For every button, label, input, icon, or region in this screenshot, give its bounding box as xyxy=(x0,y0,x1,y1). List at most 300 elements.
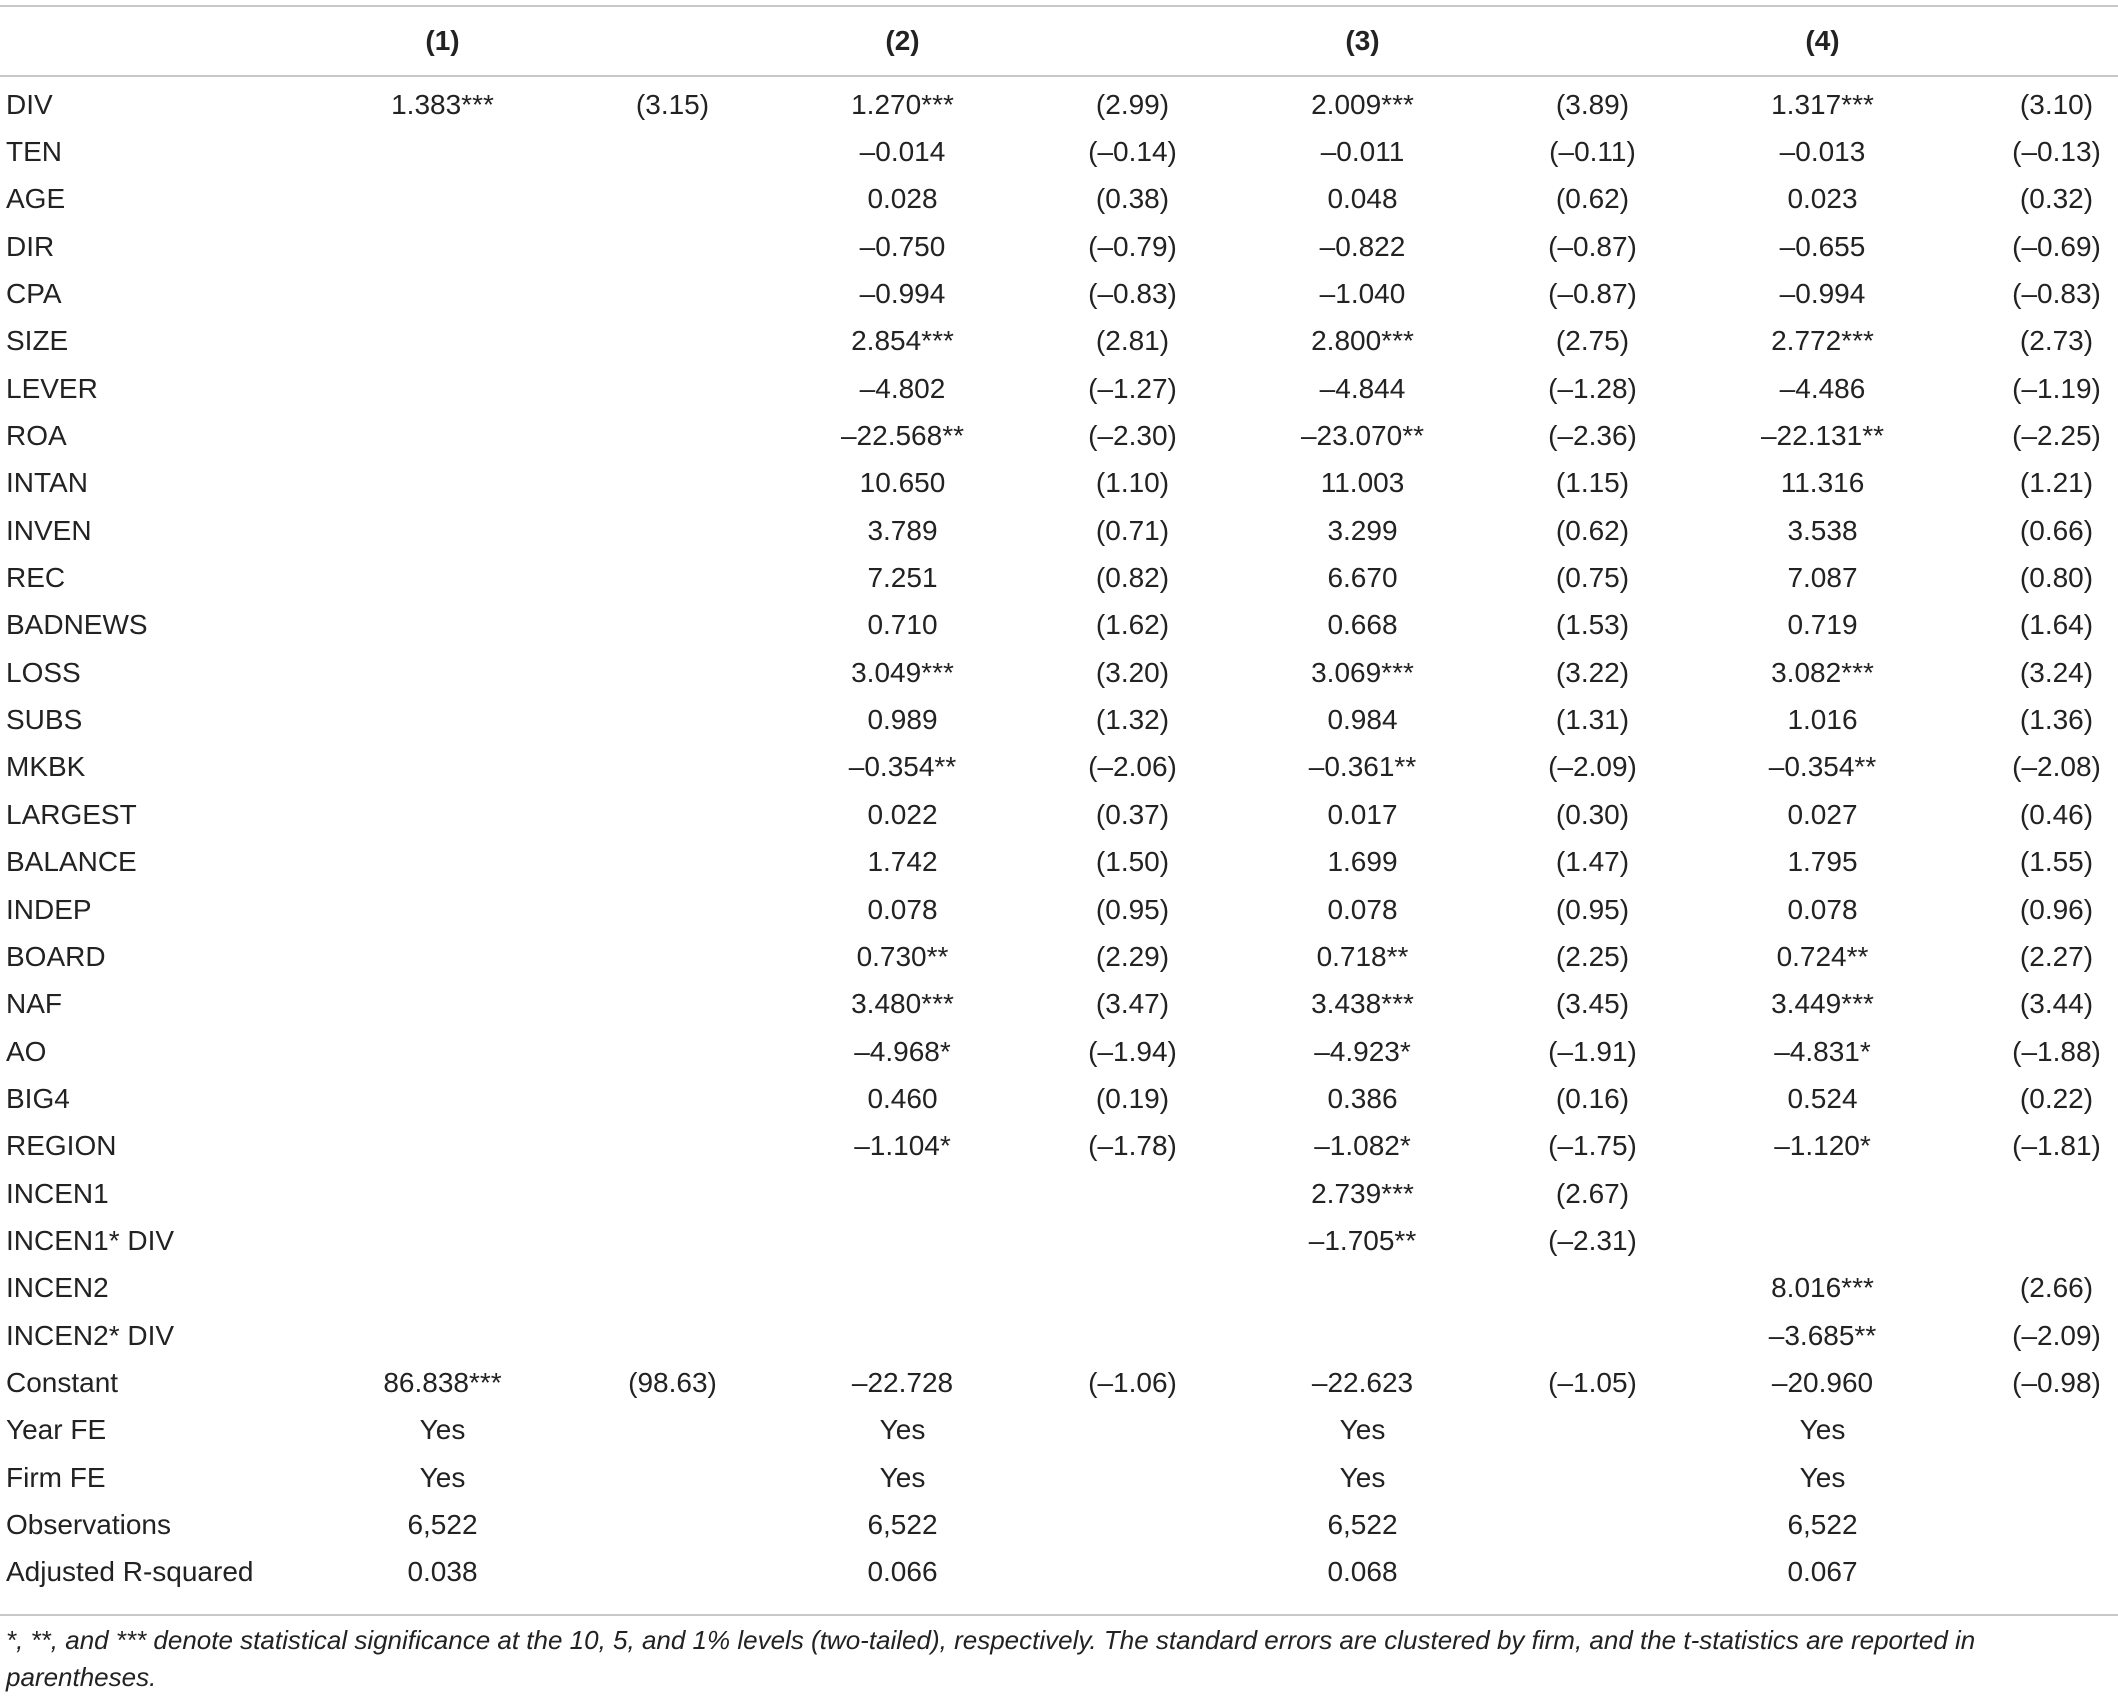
t-statistic-cell xyxy=(615,981,730,1028)
coefficient-cell: –0.013 xyxy=(1779,136,1866,168)
row-variable-label: LOSS xyxy=(6,656,81,688)
t-statistic-cell xyxy=(615,1549,730,1596)
t-statistic-cell xyxy=(615,1123,730,1170)
t-statistic-cell: (–2.36) xyxy=(1548,420,1637,452)
coefficient-cell: 0.460 xyxy=(867,1082,938,1114)
coefficient-cell xyxy=(270,886,615,933)
coefficient-cell: 1.270*** xyxy=(851,88,954,120)
t-statistic-cell xyxy=(1075,1217,1190,1264)
coefficient-cell: 6.670 xyxy=(1327,562,1398,594)
coefficient-cell: Yes xyxy=(1339,1461,1386,1493)
t-statistic-cell: (0.38) xyxy=(1095,183,1170,215)
coefficient-cell: –0.822 xyxy=(1319,230,1406,262)
t-statistic-cell xyxy=(615,1501,730,1548)
t-statistic-cell xyxy=(615,507,730,554)
t-statistic-cell: (98.63) xyxy=(628,1366,717,1398)
t-statistic-cell: (3.15) xyxy=(635,88,710,120)
coefficient-cell xyxy=(730,1312,1075,1359)
t-statistic-cell: (2.75) xyxy=(1555,325,1630,357)
t-statistic-cell: (–2.09) xyxy=(2012,1319,2101,1351)
t-statistic-cell: (–0.83) xyxy=(1088,278,1177,310)
t-statistic-cell xyxy=(1075,1265,1190,1312)
t-statistic-cell xyxy=(1995,1407,2118,1454)
coefficient-cell xyxy=(270,128,615,175)
coefficient-cell: –4.923* xyxy=(1314,1035,1411,1067)
coefficient-cell: 0.730** xyxy=(856,940,949,972)
coefficient-cell: –1.120* xyxy=(1774,1130,1871,1162)
coefficient-cell xyxy=(1190,1312,1535,1359)
coefficient-cell: 0.017 xyxy=(1327,798,1398,830)
coefficient-cell xyxy=(270,981,615,1028)
header-tstat-2 xyxy=(1075,7,1190,75)
coefficient-cell: –22.728 xyxy=(851,1366,954,1398)
coefficient-cell: –20.960 xyxy=(1771,1366,1874,1398)
t-statistic-cell: (2.27) xyxy=(2019,940,2094,972)
t-statistic-cell xyxy=(1995,1170,2118,1217)
coefficient-cell: –3.685** xyxy=(1768,1319,1877,1351)
coefficient-cell: –1.040 xyxy=(1319,278,1406,310)
row-variable-label: INDEP xyxy=(6,893,92,925)
t-statistic-cell xyxy=(615,1217,730,1264)
row-variable-label: CPA xyxy=(6,278,62,310)
t-statistic-cell: (–1.78) xyxy=(1088,1130,1177,1162)
coefficient-cell xyxy=(270,270,615,317)
coefficient-cell: 0.078 xyxy=(1327,893,1398,925)
table-row xyxy=(0,176,2118,223)
t-statistic-cell xyxy=(615,128,730,175)
coefficient-cell: Yes xyxy=(879,1414,926,1446)
coefficient-cell: 1.742 xyxy=(867,846,938,878)
coefficient-cell: 3.538 xyxy=(1787,514,1858,546)
t-statistic-cell: (–2.09) xyxy=(1548,751,1637,783)
coefficient-cell xyxy=(270,649,615,696)
t-statistic-cell: (1.64) xyxy=(2019,609,2094,641)
t-statistic-cell xyxy=(1075,1170,1190,1217)
header-column-3: (3) xyxy=(1345,25,1380,56)
coefficient-cell: 10.650 xyxy=(859,467,946,499)
table-row xyxy=(0,602,2118,649)
t-statistic-cell: (1.62) xyxy=(1095,609,1170,641)
t-statistic-cell: (–1.81) xyxy=(2012,1130,2101,1162)
t-statistic-cell xyxy=(615,791,730,838)
coefficient-cell: 0.989 xyxy=(867,704,938,736)
coefficient-cell: –1.082* xyxy=(1314,1130,1411,1162)
t-statistic-cell: (1.10) xyxy=(1095,467,1170,499)
coefficient-cell: –0.011 xyxy=(1320,136,1405,168)
row-variable-label: INTAN xyxy=(6,467,88,499)
table-body xyxy=(0,75,2118,1596)
t-statistic-cell: (0.75) xyxy=(1555,562,1630,594)
coefficient-cell: –0.655 xyxy=(1779,230,1866,262)
t-statistic-cell xyxy=(1075,1501,1190,1548)
coefficient-cell xyxy=(270,1123,615,1170)
t-statistic-cell: (1.21) xyxy=(2019,467,2094,499)
coefficient-cell: 0.027 xyxy=(1787,798,1858,830)
t-statistic-cell: (–1.75) xyxy=(1548,1130,1637,1162)
coefficient-cell: 0.524 xyxy=(1787,1082,1858,1114)
t-statistic-cell xyxy=(615,1028,730,1075)
t-statistic-cell: (3.47) xyxy=(1095,988,1170,1020)
coefficient-cell: –0.354** xyxy=(848,751,957,783)
row-variable-label: ROA xyxy=(6,420,67,452)
table-row xyxy=(0,1454,2118,1501)
t-statistic-cell: (–0.87) xyxy=(1548,278,1637,310)
row-variable-label: NAF xyxy=(6,988,62,1020)
header-tstat-1 xyxy=(615,7,730,75)
table-row xyxy=(0,318,2118,365)
table-header-row xyxy=(0,7,2118,75)
t-statistic-cell: (0.71) xyxy=(1095,514,1170,546)
row-variable-label: Observations xyxy=(6,1508,171,1540)
t-statistic-cell: (–1.19) xyxy=(2012,372,2101,404)
coefficient-cell: 3.789 xyxy=(867,514,938,546)
t-statistic-cell: (2.67) xyxy=(1555,1177,1630,1209)
table-row xyxy=(0,412,2118,459)
row-variable-label: LARGEST xyxy=(6,798,137,830)
coefficient-cell xyxy=(270,791,615,838)
t-statistic-cell xyxy=(615,744,730,791)
row-variable-label: DIR xyxy=(6,230,55,262)
table-row xyxy=(0,75,2118,128)
t-statistic-cell: (0.95) xyxy=(1095,893,1170,925)
t-statistic-cell: (–1.27) xyxy=(1088,372,1177,404)
coefficient-cell: 7.087 xyxy=(1787,562,1858,594)
t-statistic-cell xyxy=(615,649,730,696)
table-row xyxy=(0,696,2118,743)
coefficient-cell xyxy=(270,365,615,412)
coefficient-cell: 1.699 xyxy=(1327,846,1398,878)
t-statistic-cell: (3.89) xyxy=(1555,88,1630,120)
t-statistic-cell: (2.99) xyxy=(1095,88,1170,120)
table-bottom-rule xyxy=(0,1614,2118,1616)
t-statistic-cell: (0.62) xyxy=(1555,514,1630,546)
t-statistic-cell: (–1.91) xyxy=(1548,1035,1637,1067)
coefficient-cell: –0.014 xyxy=(859,136,946,168)
t-statistic-cell xyxy=(615,1407,730,1454)
table-row xyxy=(0,1265,2118,1312)
t-statistic-cell: (1.53) xyxy=(1555,609,1630,641)
t-statistic-cell: (–0.83) xyxy=(2012,278,2101,310)
t-statistic-cell: (1.15) xyxy=(1555,467,1630,499)
table-row xyxy=(0,1312,2118,1359)
t-statistic-cell: (–1.28) xyxy=(1548,372,1637,404)
coefficient-cell xyxy=(270,1312,615,1359)
table-row xyxy=(0,1407,2118,1454)
coefficient-cell: 3.069*** xyxy=(1311,656,1414,688)
t-statistic-cell xyxy=(1995,1217,2118,1264)
t-statistic-cell: (–0.14) xyxy=(1088,136,1177,168)
t-statistic-cell: (0.22) xyxy=(2019,1082,2094,1114)
t-statistic-cell xyxy=(1075,1454,1190,1501)
regression-table xyxy=(0,7,2118,1596)
row-variable-label: BADNEWS xyxy=(6,609,148,641)
t-statistic-cell xyxy=(1535,1549,1650,1596)
coefficient-cell xyxy=(730,1265,1075,1312)
coefficient-cell: 1.317*** xyxy=(1771,88,1874,120)
coefficient-cell xyxy=(270,696,615,743)
t-statistic-cell: (3.24) xyxy=(2019,656,2094,688)
t-statistic-cell: (–1.88) xyxy=(2012,1035,2101,1067)
table-row xyxy=(0,1123,2118,1170)
t-statistic-cell: (–0.87) xyxy=(1548,230,1637,262)
coefficient-cell: Yes xyxy=(1339,1414,1386,1446)
t-statistic-cell xyxy=(615,1265,730,1312)
t-statistic-cell: (0.96) xyxy=(2019,893,2094,925)
coefficient-cell: 11.003 xyxy=(1320,467,1405,499)
t-statistic-cell xyxy=(615,318,730,365)
coefficient-cell xyxy=(270,1170,615,1217)
table-row xyxy=(0,554,2118,601)
coefficient-cell: 2.854*** xyxy=(851,325,954,357)
coefficient-cell: –1.104* xyxy=(854,1130,951,1162)
t-statistic-cell: (1.31) xyxy=(1555,704,1630,736)
coefficient-cell: –0.994 xyxy=(1779,278,1866,310)
t-statistic-cell xyxy=(1535,1501,1650,1548)
coefficient-cell: Yes xyxy=(1799,1461,1846,1493)
t-statistic-cell: (2.81) xyxy=(1095,325,1170,357)
header-variable xyxy=(0,7,270,75)
t-statistic-cell xyxy=(615,365,730,412)
t-statistic-cell: (1.32) xyxy=(1095,704,1170,736)
t-statistic-cell: (0.46) xyxy=(2019,798,2094,830)
coefficient-cell: –22.568** xyxy=(840,420,964,452)
table-row xyxy=(0,839,2118,886)
header-column-4: (4) xyxy=(1805,25,1840,56)
coefficient-cell: 0.719 xyxy=(1787,609,1858,641)
coefficient-cell xyxy=(270,318,615,365)
coefficient-cell: –4.968* xyxy=(854,1035,951,1067)
t-statistic-cell: (–0.98) xyxy=(2012,1366,2101,1398)
t-statistic-cell: (2.66) xyxy=(2019,1272,2094,1304)
table-row xyxy=(0,981,2118,1028)
coefficient-cell xyxy=(270,1265,615,1312)
t-statistic-cell: (–0.11) xyxy=(1549,136,1636,168)
table-row xyxy=(0,744,2118,791)
table-row xyxy=(0,1549,2118,1596)
t-statistic-cell: (2.25) xyxy=(1555,940,1630,972)
table-row xyxy=(0,365,2118,412)
table-row xyxy=(0,1028,2118,1075)
coefficient-cell: –4.844 xyxy=(1319,372,1406,404)
table-row xyxy=(0,223,2118,270)
t-statistic-cell: (–2.30) xyxy=(1088,420,1177,452)
coefficient-cell: 0.078 xyxy=(1787,893,1858,925)
t-statistic-cell: (–1.94) xyxy=(1088,1035,1177,1067)
header-tstat-3 xyxy=(1535,7,1650,75)
coefficient-cell: –0.750 xyxy=(859,230,946,262)
coefficient-cell: 86.838*** xyxy=(383,1366,502,1398)
t-statistic-cell xyxy=(1535,1312,1650,1359)
t-statistic-cell: (–0.69) xyxy=(2012,230,2101,262)
coefficient-cell: 2.800*** xyxy=(1311,325,1414,357)
row-variable-label: INCEN2* DIV xyxy=(6,1319,175,1351)
table-row xyxy=(0,1501,2118,1548)
row-variable-label: BALANCE xyxy=(6,846,137,878)
table-row xyxy=(0,507,2118,554)
coefficient-cell: 2.009*** xyxy=(1311,88,1414,120)
coefficient-cell: 0.386 xyxy=(1327,1082,1398,1114)
coefficient-cell: 1.383*** xyxy=(391,88,494,120)
row-variable-label: AO xyxy=(6,1035,47,1067)
coefficient-cell: 1.016 xyxy=(1787,704,1858,736)
row-variable-label: INCEN1 xyxy=(6,1177,109,1209)
row-variable-label: REGION xyxy=(6,1130,117,1162)
t-statistic-cell: (–2.25) xyxy=(2012,420,2101,452)
coefficient-cell: 0.066 xyxy=(867,1556,938,1588)
coefficient-cell: Yes xyxy=(419,1414,466,1446)
row-variable-label: REC xyxy=(6,562,66,594)
coefficient-cell: 3.438*** xyxy=(1311,988,1414,1020)
row-variable-label: BIG4 xyxy=(6,1082,70,1114)
table-row xyxy=(0,791,2118,838)
table-row xyxy=(0,649,2118,696)
coefficient-cell xyxy=(730,1170,1075,1217)
coefficient-cell: –22.623 xyxy=(1311,1366,1414,1398)
table-row xyxy=(0,460,2118,507)
t-statistic-cell xyxy=(1535,1454,1650,1501)
t-statistic-cell xyxy=(615,886,730,933)
t-statistic-cell: (2.29) xyxy=(1095,940,1170,972)
t-statistic-cell: (1.55) xyxy=(2019,846,2094,878)
t-statistic-cell: (0.66) xyxy=(2019,514,2094,546)
t-statistic-cell xyxy=(1995,1549,2118,1596)
row-variable-label: Firm FE xyxy=(6,1461,106,1493)
coefficient-cell xyxy=(730,1217,1075,1264)
table-row xyxy=(0,933,2118,980)
coefficient-cell: Yes xyxy=(419,1461,466,1493)
coefficient-cell: 11.316 xyxy=(1780,467,1865,499)
t-statistic-cell: (0.82) xyxy=(1095,562,1170,594)
t-statistic-cell: (0.30) xyxy=(1555,798,1630,830)
coefficient-cell: –1.705** xyxy=(1308,1224,1417,1256)
coefficient-cell: 6,522 xyxy=(1327,1508,1398,1540)
coefficient-cell: 3.480*** xyxy=(851,988,954,1020)
t-statistic-cell xyxy=(615,223,730,270)
row-variable-label: MKBK xyxy=(6,751,86,783)
coefficient-cell: 0.668 xyxy=(1327,609,1398,641)
coefficient-cell xyxy=(270,223,615,270)
coefficient-cell: Yes xyxy=(1799,1414,1846,1446)
t-statistic-cell: (1.47) xyxy=(1555,846,1630,878)
t-statistic-cell: (1.36) xyxy=(2019,704,2094,736)
t-statistic-cell xyxy=(615,412,730,459)
coefficient-cell: 0.724** xyxy=(1776,940,1869,972)
t-statistic-cell xyxy=(615,270,730,317)
row-variable-label: DIV xyxy=(6,88,53,120)
t-statistic-cell xyxy=(615,554,730,601)
t-statistic-cell: (–1.06) xyxy=(1088,1366,1177,1398)
coefficient-cell: 6,522 xyxy=(407,1508,478,1540)
t-statistic-cell xyxy=(615,460,730,507)
t-statistic-cell: (3.20) xyxy=(1095,656,1170,688)
coefficient-cell: 0.023 xyxy=(1787,183,1858,215)
t-statistic-cell xyxy=(615,933,730,980)
t-statistic-cell xyxy=(615,1454,730,1501)
t-statistic-cell xyxy=(1075,1312,1190,1359)
row-variable-label: SUBS xyxy=(6,704,83,736)
coefficient-cell: 0.038 xyxy=(407,1556,478,1588)
coefficient-cell: 1.795 xyxy=(1787,846,1858,878)
coefficient-cell: Yes xyxy=(879,1461,926,1493)
coefficient-cell: –0.994 xyxy=(859,278,946,310)
table-row xyxy=(0,886,2118,933)
coefficient-cell xyxy=(270,460,615,507)
table-row xyxy=(0,1217,2118,1264)
header-tstat-4 xyxy=(1995,7,2118,75)
t-statistic-cell xyxy=(615,1075,730,1122)
coefficient-cell: 0.710 xyxy=(867,609,938,641)
t-statistic-cell: (–2.08) xyxy=(2012,751,2101,783)
coefficient-cell: 7.251 xyxy=(867,562,938,594)
t-statistic-cell xyxy=(615,1312,730,1359)
t-statistic-cell: (0.19) xyxy=(1095,1082,1170,1114)
t-statistic-cell: (0.80) xyxy=(2019,562,2094,594)
coefficient-cell xyxy=(270,933,615,980)
coefficient-cell: 8.016*** xyxy=(1771,1272,1874,1304)
header-column-2: (2) xyxy=(885,25,920,56)
t-statistic-cell: (3.45) xyxy=(1555,988,1630,1020)
t-statistic-cell: (–1.05) xyxy=(1548,1366,1637,1398)
table-row xyxy=(0,1075,2118,1122)
row-variable-label: AGE xyxy=(6,183,66,215)
coefficient-cell: 0.028 xyxy=(867,183,938,215)
t-statistic-cell xyxy=(1075,1407,1190,1454)
t-statistic-cell: (1.50) xyxy=(1095,846,1170,878)
coefficient-cell: –22.131** xyxy=(1760,420,1884,452)
t-statistic-cell: (0.62) xyxy=(1555,183,1630,215)
coefficient-cell: –0.361** xyxy=(1308,751,1417,783)
t-statistic-cell: (3.44) xyxy=(2019,988,2094,1020)
coefficient-cell xyxy=(270,554,615,601)
coefficient-cell: 3.049*** xyxy=(851,656,954,688)
t-statistic-cell xyxy=(615,696,730,743)
coefficient-cell: –4.486 xyxy=(1779,372,1866,404)
coefficient-cell: 2.739*** xyxy=(1311,1177,1414,1209)
t-statistic-cell xyxy=(615,1170,730,1217)
t-statistic-cell: (2.73) xyxy=(2019,325,2094,357)
t-statistic-cell xyxy=(1075,1549,1190,1596)
t-statistic-cell xyxy=(615,839,730,886)
coefficient-cell xyxy=(270,1075,615,1122)
table-row xyxy=(0,1359,2118,1406)
table-footnote: *, **, and *** denote statistical significance at the 10, 5, and 1% levels (two-tailed), respectively. The standard errors are clustered by firm, and the t-statistics are reported in parentheses. xyxy=(6,1625,1976,1692)
coefficient-cell: 0.048 xyxy=(1327,183,1398,215)
coefficient-cell xyxy=(270,1028,615,1075)
coefficient-cell: 3.449*** xyxy=(1771,988,1874,1020)
coefficient-cell: 0.718** xyxy=(1316,940,1409,972)
coefficient-cell xyxy=(270,744,615,791)
coefficient-cell xyxy=(270,839,615,886)
t-statistic-cell xyxy=(615,176,730,223)
row-variable-label: INVEN xyxy=(6,514,92,546)
coefficient-cell: 3.082*** xyxy=(1771,656,1874,688)
row-variable-label: INCEN1* DIV xyxy=(6,1224,175,1256)
coefficient-cell: –0.354** xyxy=(1768,751,1877,783)
coefficient-cell xyxy=(1650,1217,1995,1264)
coefficient-cell: 0.022 xyxy=(867,798,938,830)
t-statistic-cell xyxy=(1995,1454,2118,1501)
row-variable-label: BOARD xyxy=(6,940,106,972)
coefficient-cell: 0.067 xyxy=(1787,1556,1858,1588)
t-statistic-cell xyxy=(1995,1501,2118,1548)
t-statistic-cell: (0.32) xyxy=(2019,183,2094,215)
t-statistic-cell xyxy=(1535,1265,1650,1312)
t-statistic-cell xyxy=(1535,1407,1650,1454)
t-statistic-cell: (0.37) xyxy=(1095,798,1170,830)
row-variable-label: Constant xyxy=(6,1366,119,1398)
row-variable-label: Year FE xyxy=(6,1414,107,1446)
t-statistic-cell: (–0.13) xyxy=(2012,136,2101,168)
